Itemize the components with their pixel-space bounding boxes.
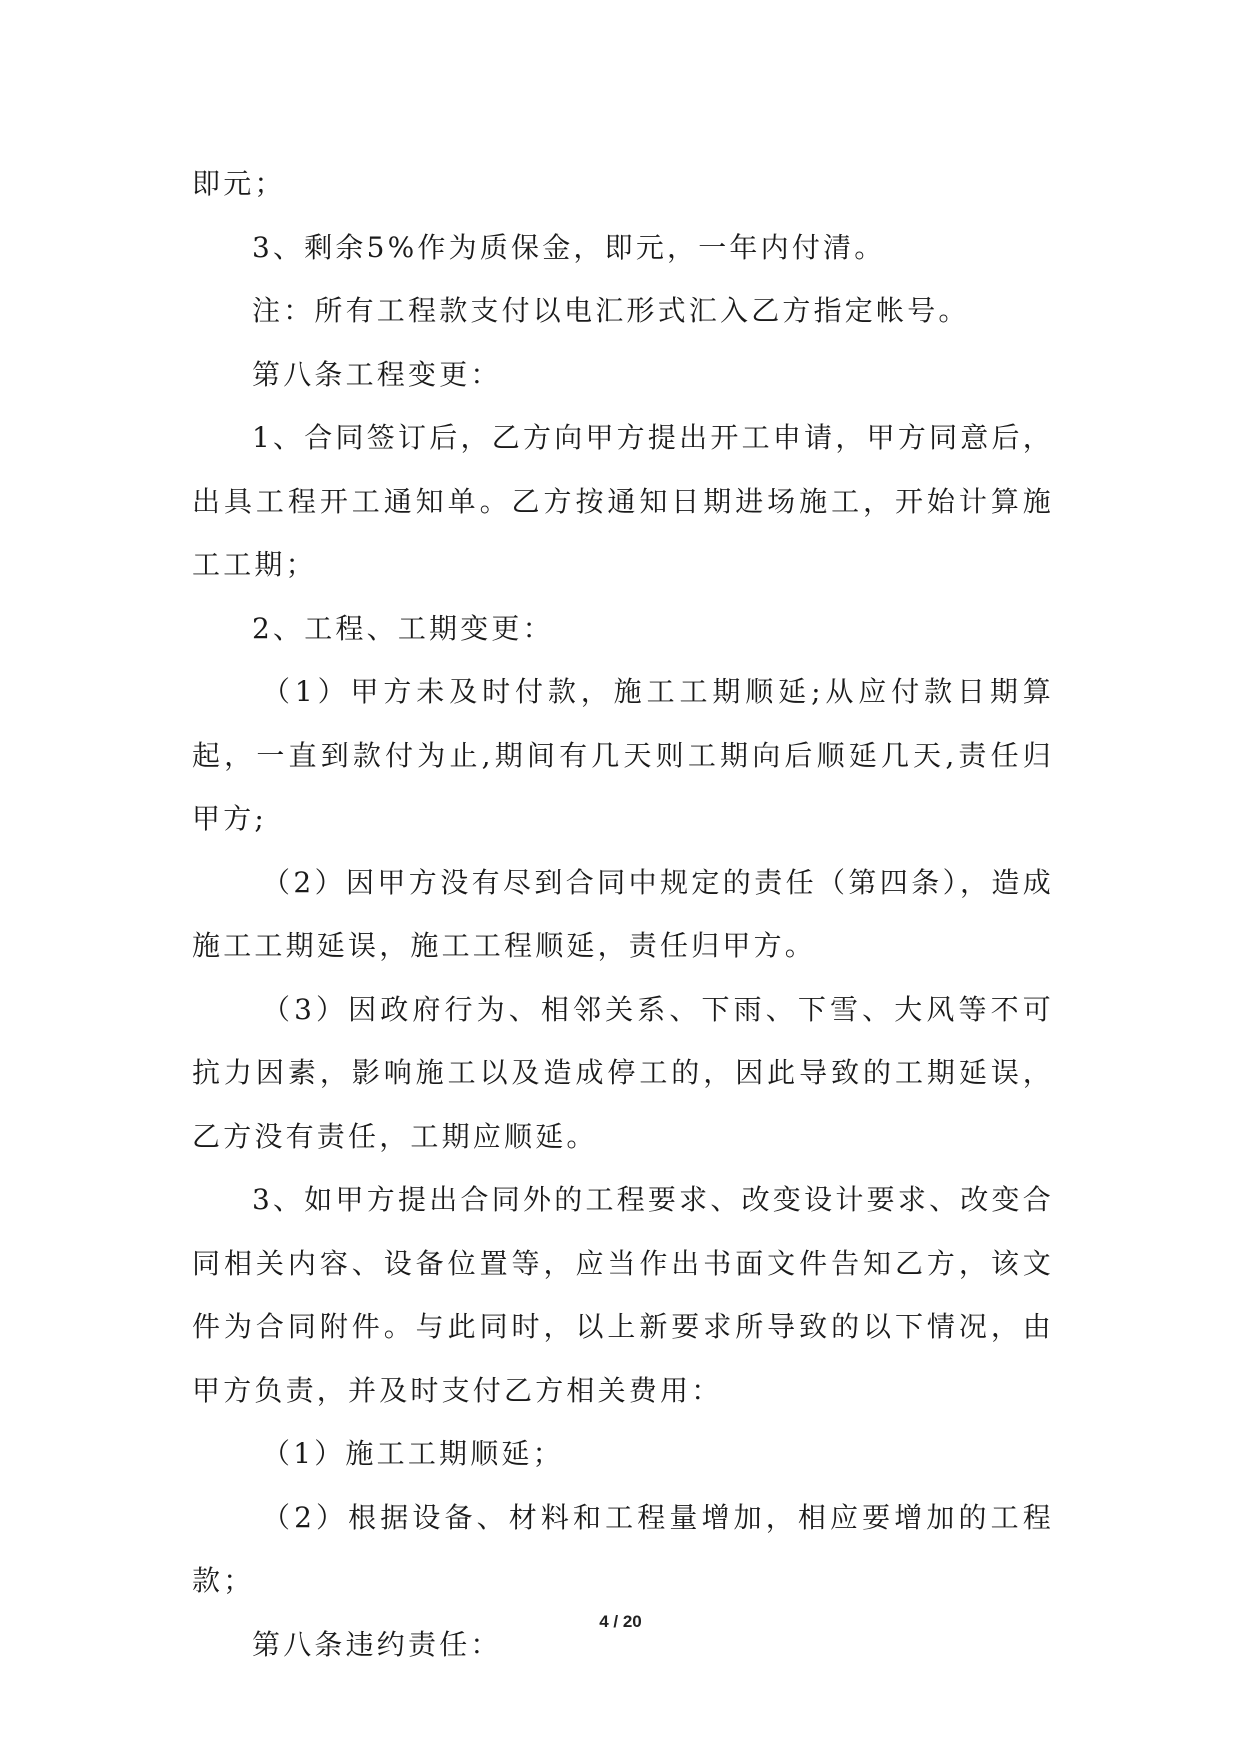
paragraph: 即元； (192, 167, 286, 200)
sub-item: （1）施工工期顺延； (262, 1437, 564, 1470)
paragraph: 2、工程、工期变更： (252, 611, 554, 645)
paragraph: 3、剩余5%作为质保金，即元，一年内付清。 (252, 230, 886, 264)
sub-item: （2）因甲方没有尽到合同中规定的责任（第四条），造成施工工期延误，施工工程顺延，责任归甲方。 (192, 865, 1054, 962)
section-heading: 第八条工程变更： (252, 357, 502, 391)
paragraph: 3、如甲方提出合同外的工程要求、改变设计要求、改变合同相关内容、设备位置等，应当作出书面文件告知乙方，该文件为合同附件。与此同时，以上新要求所导致的以下情况，由甲方负责，并及时支付乙方相关费用： (192, 1183, 1054, 1407)
sub-item: （1）甲方未及时付款，施工工期顺延;从应付款日期算起，一直到款付为止,期间有几天则工期向后顺延几天,责任归甲方; (192, 675, 1054, 835)
paragraph: 注：所有工程款支付以电汇形式汇入乙方指定帐号。 (252, 294, 970, 327)
page-number: 4 / 20 (599, 1612, 642, 1631)
sub-item: （3）因政府行为、相邻关系、下雨、下雪、大风等不可抗力因素，影响施工以及造成停工的，因此导致的工期延误，乙方没有责任，工期应顺延。 (192, 992, 1054, 1153)
sub-item: （2）根据设备、材料和工程量增加，相应要增加的工程款； (192, 1500, 1054, 1597)
paragraph: 1、合同签订后，乙方向甲方提出开工申请，甲方同意后，出具工程开工通知单。乙方按通知日期进场施工，开始计算施工工期； (192, 421, 1054, 581)
document-body (192, 152, 1054, 1676)
section-heading: 第八条违约责任： (252, 1627, 502, 1661)
